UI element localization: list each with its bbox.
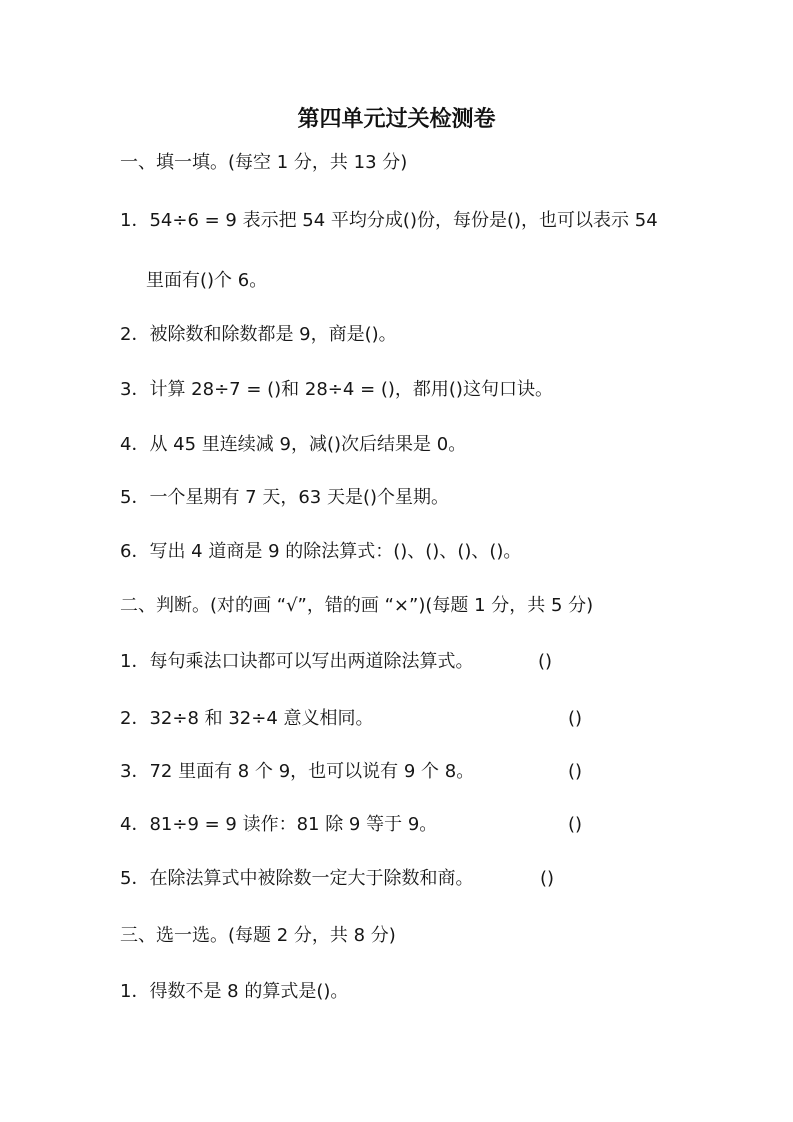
question-1-5: 5．一个星期有 7 天，63 天是()个星期。 — [120, 487, 450, 508]
section-2-heading: 二、判断。(对的画 “√”，错的画 “×”)(每题 1 分，共 5 分) — [120, 595, 594, 616]
judgment-3-answer-bracket: () — [568, 761, 583, 782]
judgment-5-answer-bracket: () — [540, 868, 555, 889]
question-1-6: 6．写出 4 道商是 9 的除法算式：()、()、()、()。 — [120, 541, 522, 562]
question-3-1: 1．得数不是 8 的算式是()。 — [120, 981, 349, 1002]
judgment-4-text: 4．81÷9 = 9 读作：81 除 9 等于 9。 — [120, 814, 438, 835]
section-1-heading: 一、填一填。(每空 1 分，共 13 分) — [120, 152, 408, 173]
judgment-3-text: 3．72 里面有 8 个 9，也可以说有 9 个 8。 — [120, 761, 475, 782]
judgment-5-text: 5．在除法算式中被除数一定大于除数和商。 — [120, 868, 474, 889]
question-1-4: 4．从 45 里连续减 9，减()次后结果是 0。 — [120, 434, 467, 455]
page-title: 第四单元过关检测卷 — [297, 107, 496, 132]
judgment-1-answer-bracket: () — [538, 651, 553, 672]
section-3-heading: 三、选一选。(每题 2 分，共 8 分) — [120, 925, 396, 946]
question-1-3: 3．计算 28÷7 = ()和 28÷4 = ()，都用()这句口诀。 — [120, 379, 553, 400]
question-1-1-line-2: 里面有()个 6。 — [146, 270, 268, 291]
question-1-1-line-1: 1．54÷6 = 9 表示把 54 平均分成()份，每份是()，也可以表示 54 — [120, 210, 658, 231]
judgment-1-text: 1．每句乘法口诀都可以写出两道除法算式。 — [120, 651, 474, 672]
judgment-2-text: 2．32÷8 和 32÷4 意义相同。 — [120, 708, 374, 729]
judgment-4-answer-bracket: () — [568, 814, 583, 835]
question-1-2: 2．被除数和除数都是 9，商是()。 — [120, 324, 397, 345]
judgment-2-answer-bracket: () — [568, 708, 583, 729]
